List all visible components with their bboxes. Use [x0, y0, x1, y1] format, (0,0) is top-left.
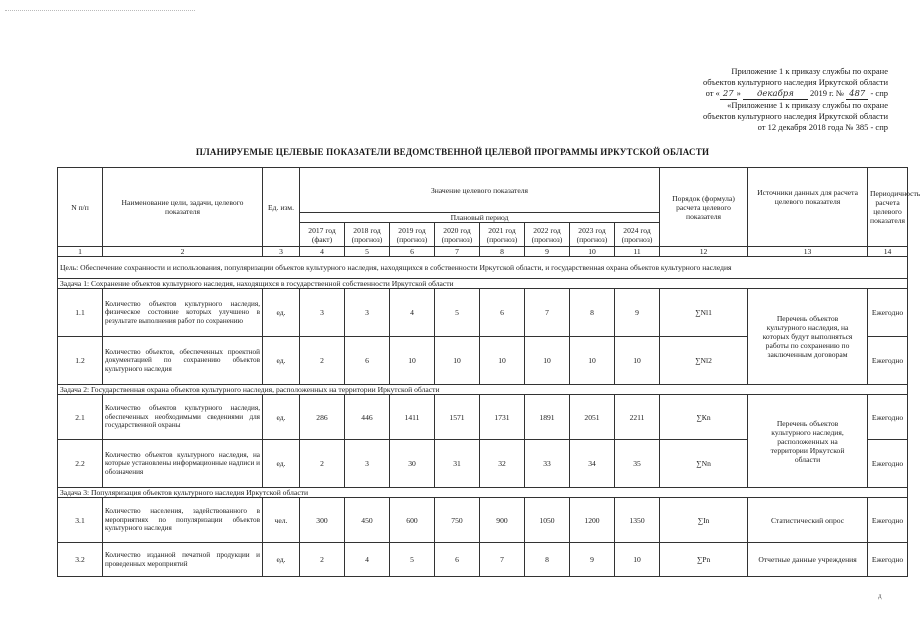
column-number: 8 — [480, 247, 525, 257]
column-number: 3 — [263, 247, 300, 257]
row-value: 750 — [435, 498, 480, 543]
row-formula: ∑Pn — [660, 543, 748, 577]
row-value: 1050 — [525, 498, 570, 543]
header-line-5: объектов культурного наследия Иркутской области — [703, 111, 888, 121]
header-line-4: «Приложение 1 к приказу службы по охране — [727, 100, 888, 110]
row-value: 7 — [525, 289, 570, 337]
header-line-1: Приложение 1 к приказу службы по охране — [731, 66, 888, 76]
column-number: 12 — [660, 247, 748, 257]
header-line-6: от 12 декабря 2018 года № 385 - спр — [757, 122, 888, 132]
row-value: 5 — [390, 543, 435, 577]
row-value: 2051 — [570, 395, 615, 440]
handwritten-number: 487 — [846, 89, 868, 100]
row-value: 10 — [615, 543, 660, 577]
row-value: 10 — [615, 337, 660, 385]
row-formula: ∑Nl1 — [660, 289, 748, 337]
row-value: 6 — [345, 337, 390, 385]
row-value: 1571 — [435, 395, 480, 440]
row-unit: ед. — [263, 395, 300, 440]
goal-row: Цель: Обеспечение сохранности и использования, популяризации объектов культурного наследия, находящихся в собственности Иркутской области, и государственная охрана объектов культурного наследия — [58, 257, 908, 279]
row-value: 5 — [435, 289, 480, 337]
row-formula: ∑In — [660, 498, 748, 543]
row-name: Количество изданной печатной продукции и проведенных мероприятий — [103, 543, 263, 577]
row-name: Количество объектов культурного наследия, обеспеченных необходимыми сведениями для государственной охраны — [103, 395, 263, 440]
row-value: 8 — [570, 289, 615, 337]
col-header-year: 2024 год (прогноз) — [615, 223, 660, 247]
scan-artifact — [5, 10, 195, 13]
column-number: 13 — [748, 247, 868, 257]
row-value: 7 — [480, 543, 525, 577]
col-header-num: N п/п — [58, 168, 103, 247]
row-value: 3 — [345, 289, 390, 337]
row-period: Ежегодно — [868, 543, 908, 577]
row-source: Перечень объектов культурного наследия, на которых будут выполняться работы по сохранению по заключенным договорам — [748, 289, 868, 385]
order-header — [588, 66, 888, 133]
task-title: Задача 3: Популяризация объектов культурного наследия Иркутской области — [58, 488, 908, 498]
row-unit: ед. — [263, 543, 300, 577]
row-unit: ед. — [263, 440, 300, 488]
column-number: 9 — [525, 247, 570, 257]
col-header-year: 2021 год (прогноз) — [480, 223, 525, 247]
table-row — [58, 543, 908, 577]
header-line-3: от « 27 » декабря 2019 г. № 487 - спр — [705, 88, 888, 99]
column-number-row — [58, 247, 908, 257]
column-number: 4 — [300, 247, 345, 257]
row-source: Статистический опрос — [748, 498, 868, 543]
table-row — [58, 498, 908, 543]
column-number: 5 — [345, 247, 390, 257]
row-value: 286 — [300, 395, 345, 440]
row-value: 1350 — [615, 498, 660, 543]
row-period: Ежегодно — [868, 395, 908, 440]
col-header-value: Значение целевого показателя — [300, 168, 660, 213]
row-value: 300 — [300, 498, 345, 543]
row-value: 1891 — [525, 395, 570, 440]
column-number: 14 — [868, 247, 908, 257]
row-name: Количество населения, задействованного в мероприятиях по популяризации объектов культурного наследия — [103, 498, 263, 543]
row-period: Ежегодно — [868, 337, 908, 385]
row-value: 446 — [345, 395, 390, 440]
row-num: 3.2 — [58, 543, 103, 577]
row-num: 2.1 — [58, 395, 103, 440]
header-line-2: объектов культурного наследия Иркутской области — [703, 77, 888, 87]
row-value: 9 — [615, 289, 660, 337]
row-value: 4 — [345, 543, 390, 577]
row-value: 900 — [480, 498, 525, 543]
column-number: 1 — [58, 247, 103, 257]
row-value: 2 — [300, 543, 345, 577]
indicators-table — [57, 167, 920, 577]
row-num: 1.1 — [58, 289, 103, 337]
row-value: 35 — [615, 440, 660, 488]
row-name: Количество объектов культурного наследия, физическое состояние которых улучшено в результате выполнения работ по сохранению — [103, 289, 263, 337]
col-header-unit: Ед. изм. — [263, 168, 300, 247]
row-value: 2211 — [615, 395, 660, 440]
row-period: Ежегодно — [868, 440, 908, 488]
row-value: 6 — [480, 289, 525, 337]
table-row — [58, 395, 908, 440]
page-mark: д — [878, 592, 882, 600]
row-value: 10 — [570, 337, 615, 385]
row-value: 9 — [570, 543, 615, 577]
row-formula: ∑Кn — [660, 395, 748, 440]
column-number: 6 — [390, 247, 435, 257]
row-value: 33 — [525, 440, 570, 488]
col-header-formula: Порядок (формула) расчета целевого показателя — [660, 168, 748, 247]
col-header-year: 2018 год (прогноз) — [345, 223, 390, 247]
row-period: Ежегодно — [868, 498, 908, 543]
row-value: 4 — [390, 289, 435, 337]
row-value: 10 — [480, 337, 525, 385]
row-period: Ежегодно — [868, 289, 908, 337]
row-name: Количество объектов, обеспеченных проектной документацией по сохранению объектов культурного наследия — [103, 337, 263, 385]
row-formula: ∑Nn — [660, 440, 748, 488]
column-number: 10 — [570, 247, 615, 257]
row-value: 2 — [300, 440, 345, 488]
row-unit: ед. — [263, 289, 300, 337]
col-header-year: 2022 год (прогноз) — [525, 223, 570, 247]
row-value: 3 — [345, 440, 390, 488]
col-header-planned: Плановый период — [300, 213, 660, 223]
col-header-year: 2020 год (прогноз) — [435, 223, 480, 247]
row-value: 600 — [390, 498, 435, 543]
row-value: 1200 — [570, 498, 615, 543]
column-number: 11 — [615, 247, 660, 257]
row-num: 2.2 — [58, 440, 103, 488]
row-value: 450 — [345, 498, 390, 543]
row-value: 1411 — [390, 395, 435, 440]
task-title: Задача 1: Сохранение объектов культурного наследия, находящихся в государственной собственности Иркутской области — [58, 279, 908, 289]
row-value: 32 — [480, 440, 525, 488]
task-title: Задача 2: Государственная охрана объектов культурного наследия, расположенных на территории Иркутской области — [58, 385, 908, 395]
col-header-year: 2023 год (прогноз) — [570, 223, 615, 247]
row-value: 34 — [570, 440, 615, 488]
col-header-source: Источники данных для расчета целевого показателя — [748, 168, 868, 247]
row-name: Количество объектов культурного наследия, на которые установлены информационные надписи и обозначения — [103, 440, 263, 488]
row-value: 10 — [525, 337, 570, 385]
row-source: Отчетные данные учреждения — [748, 543, 868, 577]
row-value: 6 — [435, 543, 480, 577]
row-value: 3 — [300, 289, 345, 337]
handwritten-month: декабря — [743, 89, 808, 100]
handwritten-day: 27 — [720, 89, 737, 100]
row-num: 3.1 — [58, 498, 103, 543]
row-unit: ед. — [263, 337, 300, 385]
row-num: 1.2 — [58, 337, 103, 385]
col-header-period: Периодичность расчета целевого показателя — [868, 168, 908, 247]
col-header-year: 2017 год (факт) — [300, 223, 345, 247]
col-header-year: 2019 год (прогноз) — [390, 223, 435, 247]
row-value: 1731 — [480, 395, 525, 440]
table-row — [58, 289, 908, 337]
row-value: 30 — [390, 440, 435, 488]
row-source: Перечень объектов культурного наследия, расположенных на территории Иркутской области — [748, 395, 868, 488]
row-value: 10 — [390, 337, 435, 385]
row-value: 2 — [300, 337, 345, 385]
row-value: 8 — [525, 543, 570, 577]
row-unit: чел. — [263, 498, 300, 543]
column-number: 2 — [103, 247, 263, 257]
row-value: 31 — [435, 440, 480, 488]
col-header-name: Наименование цели, задачи, целевого показателя — [103, 168, 263, 247]
row-value: 10 — [435, 337, 480, 385]
column-number: 7 — [435, 247, 480, 257]
row-formula: ∑Nl2 — [660, 337, 748, 385]
page-title: ПЛАНИРУЕМЫЕ ЦЕЛЕВЫЕ ПОКАЗАТЕЛИ ВЕДОМСТВЕННОЙ ЦЕЛЕВОЙ ПРОГРАММЫ ИРКУТСКОЙ ОБЛАСТИ — [195, 147, 710, 157]
